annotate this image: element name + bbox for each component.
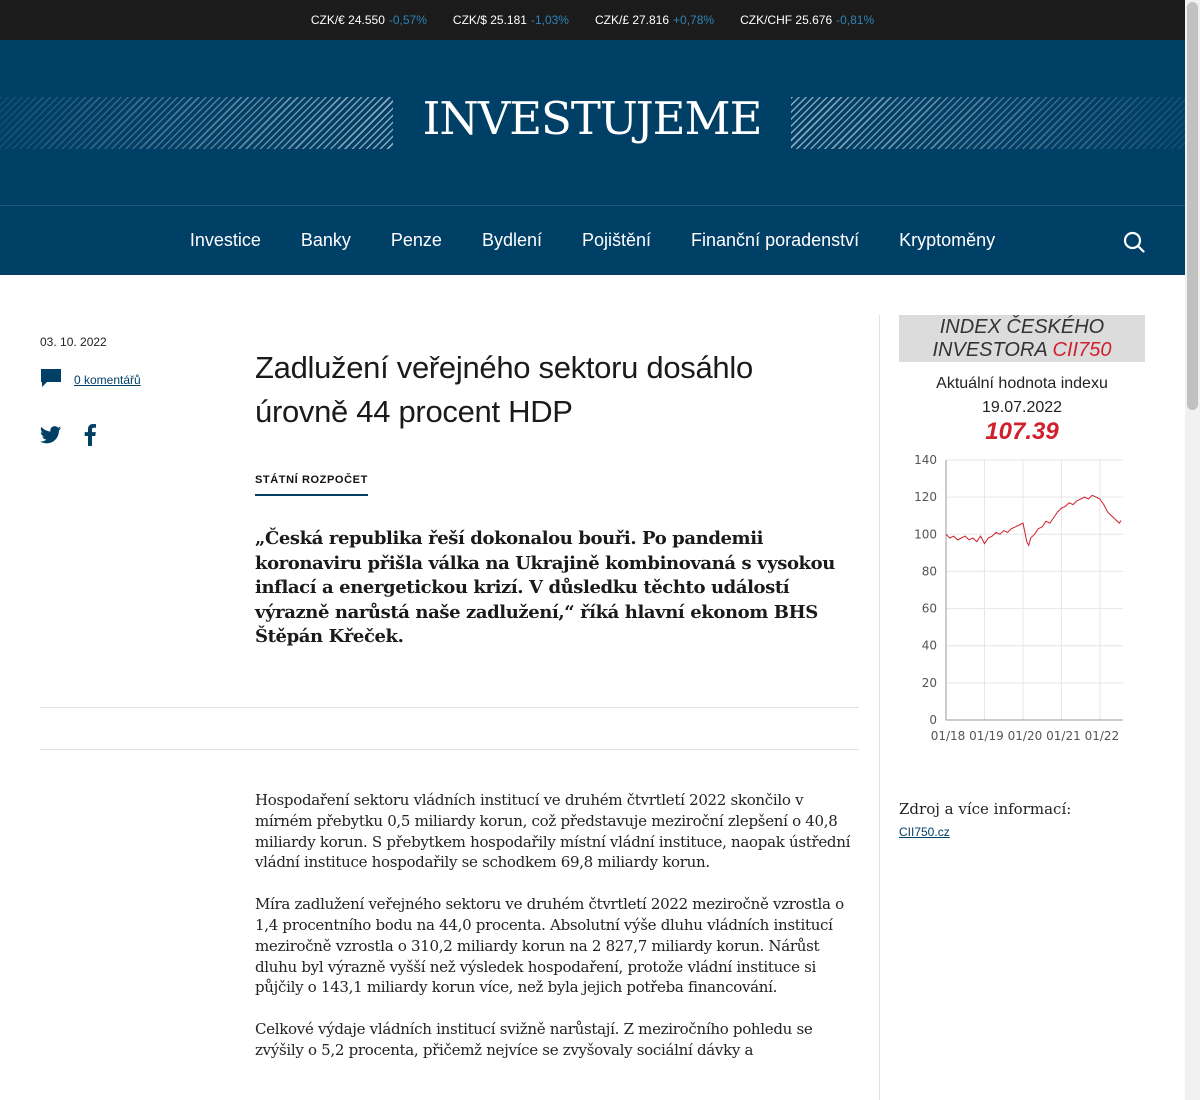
ticker-change: +0,78% — [673, 13, 715, 27]
scrollbar-thumb[interactable] — [1187, 2, 1198, 410]
article-paragraph: Míra zadlužení veřejného sektoru ve druhém čtvrtletí 2022 meziročně vzrostla o 1,4 procentního bodu na 44,0 procenta. Absolutní výše dluhu vládních institucí meziročně vzrostla o 310,2 miliardy korun na 2 827,7 miliardy korun. Nárůst dluhu byl výrazně vyšší než výsledek hospodaření, protože vládní instituce si půjčily o 143,1 miliardy korun více, než byla jejich potřeba financování. — [255, 895, 844, 997]
index-date: 19.07.2022 — [981, 399, 1063, 416]
main-nav — [0, 205, 1185, 275]
facebook-icon[interactable] — [84, 424, 96, 451]
divider — [40, 707, 859, 708]
chart-x-tick-label: 01/22 — [1084, 729, 1120, 743]
twitter-icon[interactable] — [40, 426, 62, 449]
article-title: Zadlužení veřejného sektoru dosáhlo úrovně 44 procent HDP — [255, 350, 753, 429]
article-category[interactable]: STÁTNÍ ROZPOČET — [255, 474, 368, 496]
chart-x-tick-label: 01/21 — [1046, 729, 1081, 743]
source-link[interactable]: CII750.cz — [899, 825, 950, 839]
sidebar-divider — [879, 315, 880, 1100]
currency-ticker — [0, 0, 1185, 40]
article-paragraph: Celkové výdaje vládních institucí svižně narůstají. Z meziročního pohledu se zvýšily o 5,2 procenta, přičemž nejvíce se zvyšovaly sociální dávky a — [255, 1020, 813, 1059]
ticker-pair: CZK/CHF 25.676 — [740, 13, 833, 27]
nav-item-banky[interactable]: Banky — [300, 230, 351, 250]
ticker-change: -0,81% — [836, 13, 875, 27]
chart-x-tick-label: 01/19 — [969, 729, 1004, 743]
header-pattern-right — [791, 97, 1185, 149]
index-chart — [899, 450, 1145, 750]
chart-y-tick-label: 100 — [914, 527, 937, 542]
comment-icon — [40, 368, 62, 391]
nav-item-financni-poradenstvi[interactable]: Finanční poradenství — [691, 230, 860, 250]
nav-item-pojisteni[interactable]: Pojištění — [581, 230, 652, 250]
share-buttons — [40, 424, 96, 451]
chart-y-tick-label: 40 — [921, 638, 937, 653]
chart-y-tick-label: 0 — [929, 713, 937, 727]
article-lead: „Česká republika řeší dokonalou bouři. Po pandemii koronaviru přišla válka na Ukrajině kombinovaná s vysokou inflací a energetickou krizí. V důsledku těchto událostí výrazně narůstá naše zadlužení,“ říká hlavní ekonom BHS Štěpán Křeček. — [255, 528, 835, 647]
nav-item-investice[interactable]: Investice — [189, 230, 261, 250]
ticker-item — [453, 13, 569, 27]
chart-y-tick-label: 120 — [914, 490, 937, 505]
index-heading-line1: INDEX ČESKÉHO — [939, 316, 1105, 338]
divider — [40, 749, 859, 750]
chart-y-tick-label: 80 — [921, 564, 937, 579]
nav-item-kryptomeny[interactable]: Kryptoměny — [899, 230, 996, 250]
ticker-change: -0,57% — [388, 13, 427, 27]
chart-x-tick-label: 01/18 — [930, 729, 966, 743]
site-header — [0, 40, 1185, 205]
index-heading-line2 — [899, 339, 1145, 362]
chart-x-tick-label: 01/20 — [1007, 729, 1043, 743]
ticker-pair: CZK/£ 27.816 — [594, 13, 670, 27]
chart-y-tick-label: 20 — [921, 675, 937, 690]
page-scrollbar[interactable] — [1185, 0, 1200, 1100]
ticker-item — [595, 13, 714, 27]
nav-item-penze[interactable]: Penze — [390, 230, 442, 250]
index-widget-heading — [899, 315, 1145, 362]
nav-item-bydleni[interactable]: Bydlení — [481, 230, 542, 250]
index-widget-subtitle — [899, 372, 1145, 420]
ticker-items — [0, 0, 1185, 40]
comments-link[interactable]: 0 komentářů — [74, 372, 141, 387]
ticker-pair: CZK/$ 25.181 — [452, 13, 527, 27]
chart-y-tick-label: 60 — [921, 601, 937, 616]
ticker-change: -1,03% — [530, 13, 569, 27]
search-icon[interactable] — [1122, 230, 1146, 254]
ticker-pair: CZK/€ 24.550 — [310, 13, 385, 27]
header-pattern-left — [0, 97, 393, 149]
index-current-value-label: Aktuální hodnota indexu — [936, 375, 1108, 392]
site-logo[interactable]: INVESTUJEME — [422, 92, 762, 145]
comments-link-row[interactable] — [40, 368, 141, 391]
chart-y-tick-label: 140 — [914, 453, 937, 467]
ticker-item — [740, 13, 874, 27]
index-value: 107.39 — [985, 418, 1059, 445]
source-label: Zdroj a více informací: — [899, 800, 1072, 818]
index-heading-investor: INVESTORA — [932, 339, 1047, 361]
article-body — [255, 790, 860, 1082]
article-paragraph: Hospodaření sektoru vládních institucí ve druhém čtvrtletí 2022 skončilo v mírném přebytku 0,5 miliardy korun, což představuje meziroční zlepšení o 40,8 miliardy korun. S přebytkem hospodařily místní vládní instituce, naopak ústřední vládní instituce hospodařily se schodkem 69,8 miliardy korun. — [255, 791, 851, 872]
chart-series-line — [946, 495, 1121, 545]
article-date: 03. 10. 2022 — [40, 335, 107, 349]
ticker-item — [311, 13, 427, 27]
index-code: CII750 — [1052, 339, 1112, 361]
